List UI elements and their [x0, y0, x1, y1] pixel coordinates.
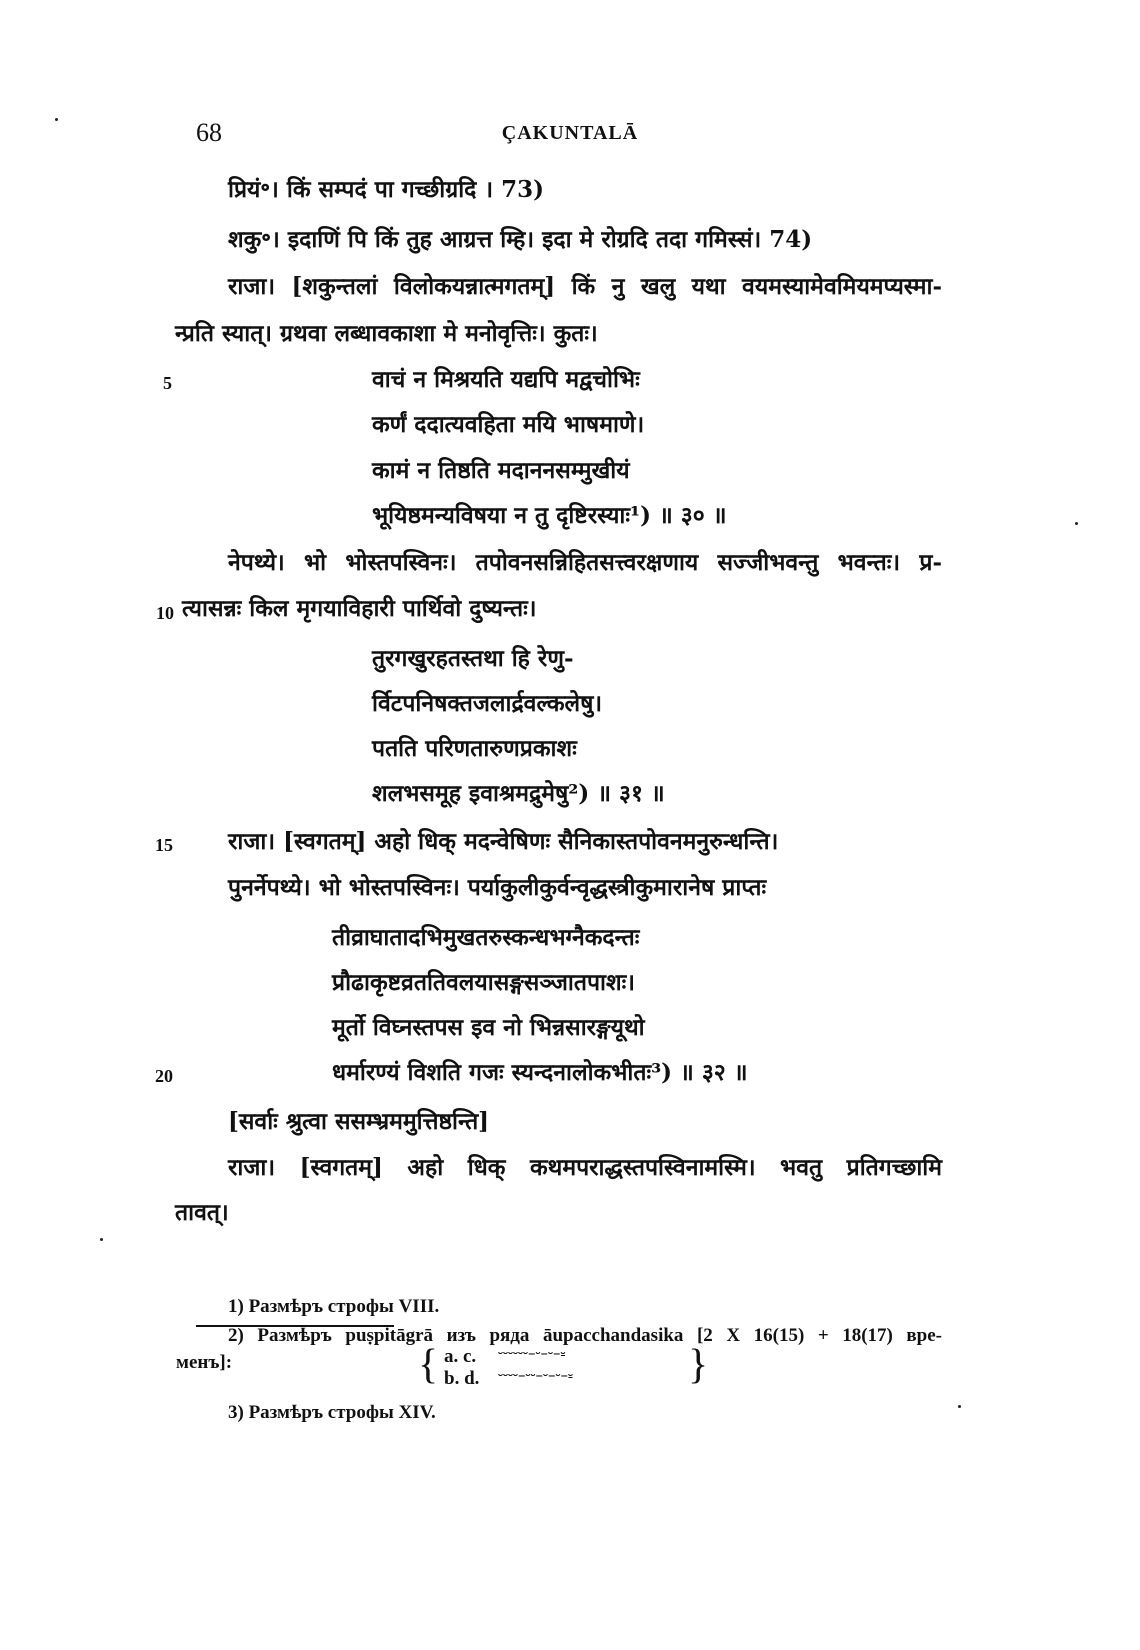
- footnote-1: 1) Размѣръ строфы VIII.: [228, 1296, 440, 1317]
- footnote-2: 2) Размѣръ puṣpitāgrā изъ ряда āupacchandasika [2 X 16(15) + 18(17) вре-: [228, 1325, 942, 1346]
- text-line: शकु॰। इदाणिं पि किं तुह आग्रत्त म्हि। इदा मे रोग्रदि तदा गमिस्सं। 74): [228, 226, 813, 253]
- meter-pattern-bd: ⏑⏑⏑⏑–⏑⏑–⏑–⏑–⏓: [498, 1366, 573, 1384]
- text-line: पुनर्नेपथ्ये। भो भोस्तपस्विनः। पर्याकुलीकुर्वन्वृद्धस्त्रीकुमारानेष प्राप्तः: [228, 874, 767, 901]
- footnote-3: 3) Размѣръ строфы XIV.: [228, 1402, 436, 1423]
- verse-line: वाचं न मिश्रयति यद्यपि मद्वचोभिः: [372, 366, 640, 393]
- verse-line: भूयिष्ठमन्यविषया न तु दृष्टिरस्याः¹) ॥ ३० ॥: [372, 502, 727, 529]
- line-number: 10: [156, 603, 174, 623]
- verse-line: कामं न तिष्ठति मदाननसम्मुखीयं: [372, 457, 630, 484]
- running-title: ÇAKUNTALĀ: [501, 122, 639, 144]
- verse-line: तुरगखुरहतस्तथा हि रेणु-: [372, 645, 574, 672]
- left-brace: {: [418, 1342, 439, 1388]
- stage-direction: [सर्वाः श्रुत्वा ससम्भ्रममुत्तिष्ठन्ति]: [228, 1108, 490, 1135]
- verse-line: तीव्राघातादभिमुखतरुस्कन्धभग्नैकदन्तः: [332, 924, 640, 951]
- text-line: न्प्रति स्यात्। ग्रथवा लब्धावकाशा मे मनोवृत्तिः। कुतः।: [175, 320, 598, 347]
- meter-label-ac: a. c.: [444, 1346, 477, 1367]
- verse-line: पतति परिणतारुणप्रकाशः: [372, 735, 577, 762]
- text-line: नेपथ्ये। भो भोस्तपस्विनः। तपोवनसन्निहितसत्त्वरक्षणाय सज्जीभवन्तु भवन्तः। प्र-: [228, 549, 942, 576]
- verse-line: मूर्तो विघ्नस्तपस इव नो भिन्नसारङ्गयूथो: [332, 1014, 645, 1041]
- right-brace: }: [688, 1342, 709, 1388]
- text-line: प्रियं॰। किं सम्पदं पा गच्छीग्रदि । 73): [228, 176, 544, 203]
- line-number: 20: [155, 1066, 173, 1086]
- scan-speck: [100, 1238, 103, 1241]
- verse-line: कर्णं ददात्यवहिता मयि भाषमाणे।: [372, 411, 645, 438]
- scan-speck: [55, 118, 58, 121]
- verse-line: प्रौढाकृष्टव्रततिवलयासङ्गसञ्जातपाशः।: [332, 969, 636, 996]
- text-line: तावत्।: [175, 1199, 229, 1226]
- verse-line: धर्मारण्यं विशति गजः स्यन्दनालोकभीतः³) ॥ ३२ ॥: [332, 1059, 748, 1086]
- footnote-2-continued: менъ]:: [176, 1352, 233, 1373]
- text-line: राजा। [स्वगतम्] अहो धिक् कथमपराद्धस्तपस्विनामस्मि। भवतु प्रतिगच्छामि: [228, 1154, 942, 1181]
- meter-label-bd: b. d.: [444, 1368, 480, 1389]
- text-line: त्यासन्नः किल मृगयाविहारी पार्थिवो दुष्यन्तः।: [182, 595, 537, 622]
- text-line: राजा। [स्वगतम्] अहो धिक् मदन्वेषिणः सैनिकास्तपोवनमनुरुन्धन्ति।: [228, 828, 779, 855]
- verse-line: शलभसमूह इवाश्रमद्रुमेषु²) ॥ ३१ ॥: [372, 780, 665, 807]
- line-number: 15: [155, 835, 173, 855]
- line-number: 5: [163, 373, 172, 393]
- verse-line: र्विटपनिषक्तजलार्द्रवल्कलेषु।: [372, 690, 603, 717]
- page-number: 68: [196, 118, 222, 147]
- meter-pattern-ac: ⏑⏑⏑⏑⏑⏑–⏑–⏑–⏓: [498, 1344, 566, 1362]
- scan-speck: [958, 1405, 961, 1408]
- text-line: राजा। [शकुन्तलां विलोकयन्नात्मगतम्] किं नु खलु यथा वयमस्यामेवमियमप्यस्मा-: [228, 273, 943, 300]
- scan-speck: [1075, 522, 1078, 525]
